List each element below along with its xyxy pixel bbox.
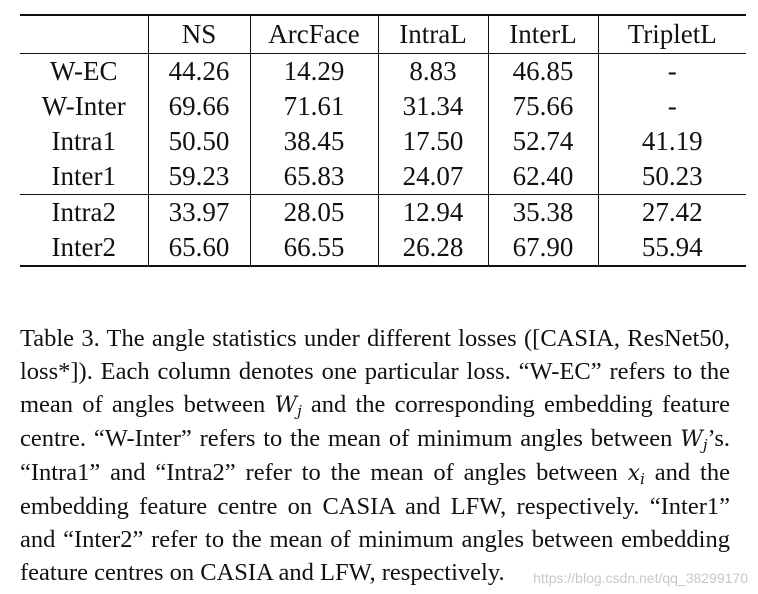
row-label: Intra1	[20, 124, 148, 159]
math-subscript-j: j	[297, 401, 302, 420]
caption-text-4: and the embedding feature centre on CASIA and LFW, respectively. “Inter1” and “Inter2” refer to the mean of minimum angles between embedding feature centres on CASIA and LFW, respectively.	[20, 458, 730, 586]
header-cell-intral: IntraL	[378, 15, 488, 54]
table-cell: 62.40	[488, 159, 598, 195]
math-subscript-i: i	[640, 469, 645, 488]
table-row	[20, 124, 746, 159]
table-cell: 65.83	[250, 159, 378, 195]
table-cell: 26.28	[378, 230, 488, 266]
table-cell: 33.97	[148, 195, 250, 231]
table-cell: -	[667, 56, 677, 86]
watermark-url: https://blog.csdn.net/qq_38299170	[533, 570, 748, 586]
table-row	[20, 195, 746, 231]
table-header-row	[20, 15, 746, 54]
table-cell: 52.74	[488, 124, 598, 159]
table-row	[20, 230, 746, 266]
caption-text-2: and the corresponding embedding feature centre. “W-Inter” refers to the mean of minimum angles between	[20, 390, 730, 452]
math-subscript-j: j	[702, 435, 708, 454]
caption-text-1: Table 3. The angle statistics under different losses ([CASIA, ResNet50, loss*]). Each column denotes one particular loss. “W-EC” refers to the mean of angles between	[20, 324, 730, 418]
math-w-j	[274, 393, 301, 418]
table-cell: 55.94	[598, 230, 746, 266]
table-cell: 28.05	[250, 195, 378, 231]
table-cell: 31.34	[378, 89, 488, 124]
table-cell: 44.26	[148, 54, 250, 90]
row-label: W-Inter	[20, 89, 148, 124]
table-cell: 71.61	[250, 89, 378, 124]
table-row	[20, 54, 746, 90]
table-cell: -	[667, 91, 677, 121]
header-cell-tripletl: TripletL	[598, 15, 746, 54]
table-cell: 66.55	[250, 230, 378, 266]
math-w-j-2	[680, 427, 707, 452]
table-cell: 67.90	[488, 230, 598, 266]
table-cell: 17.50	[378, 124, 488, 159]
row-label: Inter2	[20, 230, 148, 266]
table-cell: 46.85	[488, 54, 598, 90]
row-label: W-EC	[20, 54, 148, 90]
table-row	[20, 89, 746, 124]
table-cell: 14.29	[250, 54, 378, 90]
table-cell: 59.23	[148, 159, 250, 195]
header-cell-corner	[20, 15, 148, 54]
table-cell: 69.66	[148, 89, 250, 124]
table-row	[20, 159, 746, 195]
angle-statistics-table	[20, 14, 746, 267]
header-cell-arcface: ArcFace	[250, 15, 378, 54]
header-cell-ns: NS	[148, 15, 250, 54]
table-cell: 50.50	[148, 124, 250, 159]
math-symbol-w: W	[680, 426, 703, 452]
table-cell: 12.94	[378, 195, 488, 231]
row-label: Inter1	[20, 159, 148, 195]
row-label: Intra2	[20, 195, 148, 231]
math-symbol-w: W	[274, 392, 298, 418]
math-symbol-x: x	[627, 460, 641, 486]
table-cell: 41.19	[641, 126, 703, 156]
table-cell: 8.83	[378, 54, 488, 90]
table-caption	[20, 322, 730, 589]
table-cell: 38.45	[250, 124, 378, 159]
header-cell-interl: InterL	[488, 15, 598, 54]
table-cell: 35.38	[488, 195, 598, 231]
math-x-i	[628, 461, 645, 486]
table-cell: 27.42	[641, 197, 703, 227]
caption-text-3: ’s. “Intra1” and “Intra2” refer to the mean of angles between	[20, 424, 730, 486]
table-cell: 65.60	[148, 230, 250, 266]
table-cell: 75.66	[488, 89, 598, 124]
table-cell: 24.07	[378, 159, 488, 195]
table-cell: 50.23	[598, 159, 746, 195]
